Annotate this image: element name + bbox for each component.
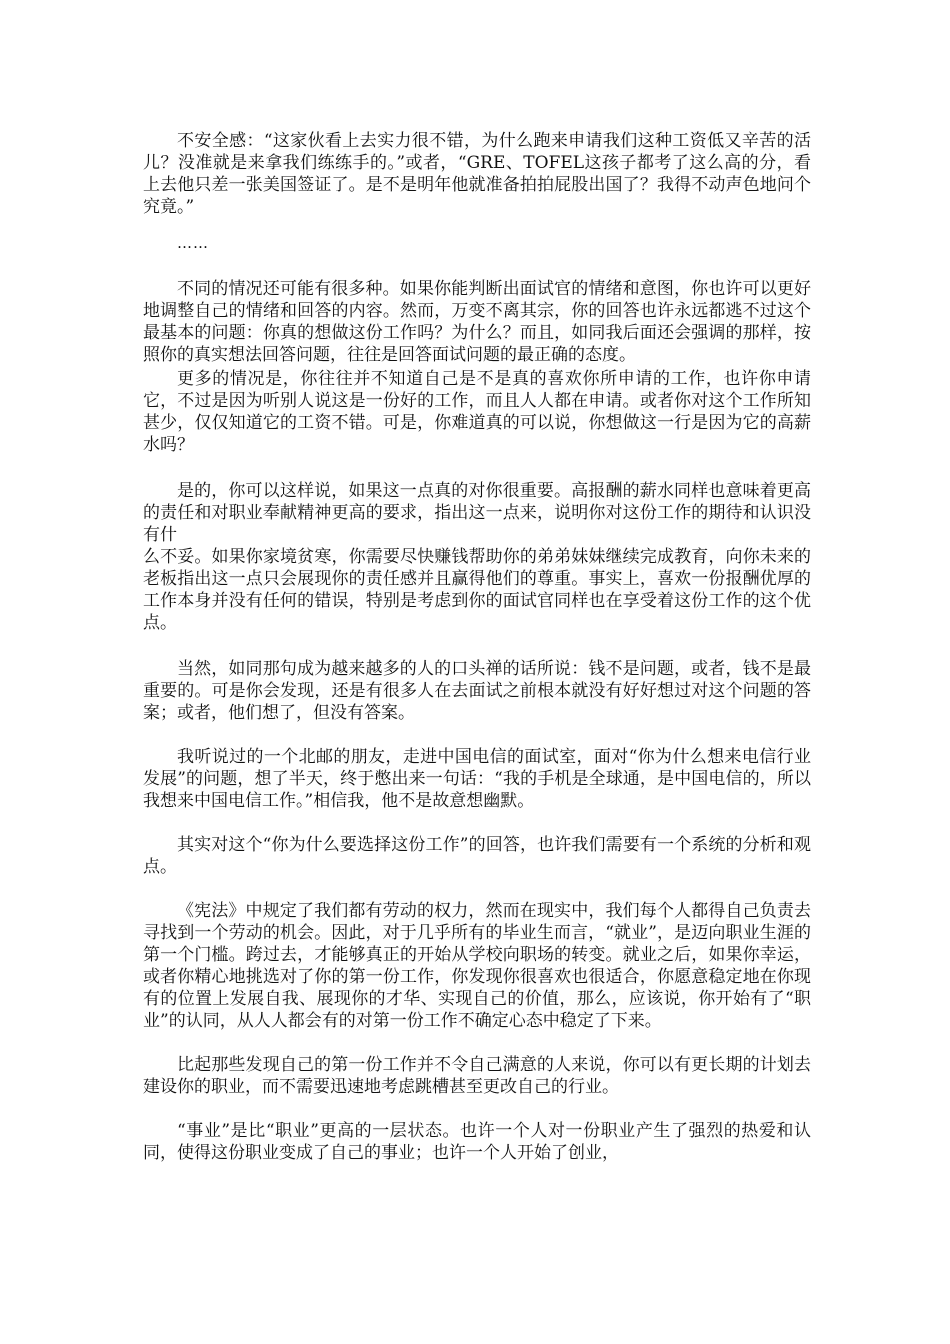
- paragraph-long-term: 比起那些发现自己的第一份工作并不令自己满意的人来说，你可以有更长期的计划去建设你的职业，而不需要迅速地考虑跳槽甚至更改自己的行业。: [143, 1055, 811, 1097]
- paragraph-more-situations: 更多的情况是，你往往并不知道自己是不是真的喜欢你所申请的工作，也许你申请它，不过是因为听别人说这是一份好的工作，而且人人都在申请。或者你对这个工作所知甚少，仅仅知道它的工资不错。可是，你难道真的可以说，你想做这一行是因为它的高薪水吗？: [143, 369, 811, 455]
- ellipsis-line: ……: [177, 234, 209, 252]
- paragraph-salary-continued: 么不妥。如果你家境贫寒，你需要尽快赚钱帮助你的弟弟妹妹继续完成教育，向你未来的老板指出这一点只会展现你的责任感并且赢得他们的尊重。事实上，喜欢一份报酬优厚的工作本身并没有任何的错误，特别是考虑到你的面试官同样也在享受着这份工作的这个优点。: [143, 547, 811, 633]
- body-text: [143, 130, 811, 1164]
- paragraph-money-not-issue: 当然，如同那句成为越来越多的人的口头禅的话所说：钱不是问题，或者，钱不是最重要的。可是你会发现，还是有很多人在去面试之前根本就没有好好想过对这个问题的答案；或者，他们想了，但没有答案。: [143, 659, 811, 723]
- paragraph-analysis: 其实对这个“你为什么要选择这份工作”的回答，也许我们需要有一个系统的分析和观点。: [143, 835, 811, 877]
- paragraph-salary-yes: 是的，你可以这样说，如果这一点真的对你很重要。高报酬的薪水同样也意味着更高的责任和对职业奉献精神更高的要求，指出这一点来，说明你对这份工作的期待和认识没有什: [143, 481, 811, 545]
- paragraph-career: “事业”是比“职业”更高的一层状态。也许一个人对一份职业产生了强烈的热爱和认同，使得这份职业变成了自己的事业；也许一个人开始了创业，: [143, 1121, 811, 1163]
- paragraph-situations: 不同的情况还可能有很多种。如果你能判断出面试官的情绪和意图，你也许可以更好地调整自己的情绪和回答的内容。然而，万变不离其宗，你的回答也许永远都逃不过这个最基本的问题：你真的想做这份工作吗？为什么？而且，如同我后面还会强调的那样，按照你的真实想法回答问题，往往是回答面试问题的最正确的态度。: [143, 279, 811, 365]
- paragraph-telecom-story: 我听说过的一个北邮的朋友，走进中国电信的面试室，面对“你为什么想来电信行业发展”的问题，想了半天，终于憋出来一句话：“我的手机是全球通，是中国电信的，所以我想来中国电信工作。”相信我，他不是故意想幽默。: [143, 747, 811, 811]
- paragraph-insecurity: 不安全感：“这家伙看上去实力很不错，为什么跑来申请我们这种工资低又辛苦的活儿？没准就是来拿我们练练手的。”或者，“GRE、TOFEL这孩子都考了这么高的分，看上去他只差一张美国签证了。是不是明年他就准备拍拍屁股出国了？我得不动声色地问个究竟。”: [143, 131, 811, 217]
- paragraph-constitution: 《宪法》中规定了我们都有劳动的权力，然而在现实中，我们每个人都得自己负责去寻找到一个劳动的机会。因此，对于几乎所有的毕业生而言，“就业”，是迈向职业生涯的第一个门槛。跨过去，才能够真正的开始从学校向职场的转变。就业之后，如果你幸运，或者你精心地挑选对了你的第一份工作，你发现你很喜欢也很适合，你愿意稳定地在你现有的位置上发展自我、展现你的才华、实现自己的价值，那么，应该说，你开始有了“职业”的认同，从人人都会有的对第一份工作不确定心态中稳定了下来。: [143, 901, 811, 1031]
